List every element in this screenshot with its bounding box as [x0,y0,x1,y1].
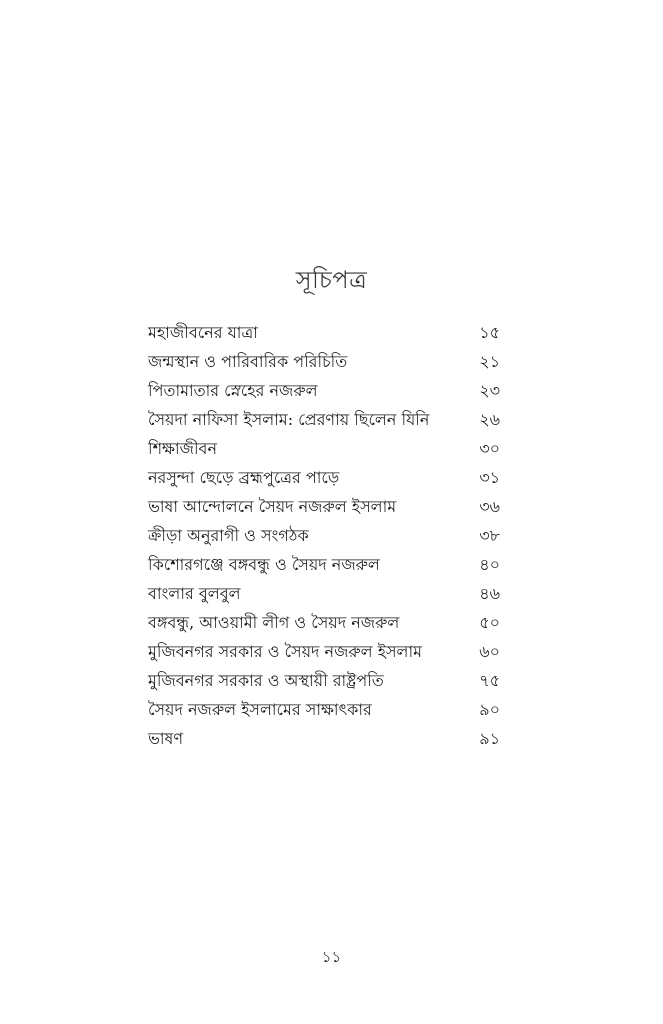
toc-entry-title: কিশোরগঞ্জে বঙ্গবন্ধু ও সৈয়দ নজরুল [148,555,380,574]
toc-entry [148,318,500,347]
toc-entry [148,376,500,405]
toc-entry-title: মহাজীবনের যাত্রা [148,323,258,342]
toc-entry-page: ৩০ [479,439,500,458]
toc-entry-title: সৈয়দ নজরুল ইসলামের সাক্ষাৎকার [148,700,372,719]
toc-entry-page: ৭৫ [479,671,500,690]
toc-entry [148,521,500,550]
toc-entry-page: ৩৮ [479,526,500,545]
toc-entry-title: জন্মস্থান ও পারিবারিক পরিচিতি [148,352,348,371]
toc-entry [148,405,500,434]
toc-entry-title: বঙ্গবন্ধু, আওয়ামী লীগ ও সৈয়দ নজরুল [148,613,400,632]
toc-entry-page: ১৫ [479,323,500,342]
toc-entry [148,608,500,637]
toc-entry [148,347,500,376]
toc-entry [148,695,500,724]
toc-entry [148,637,500,666]
toc-entry-page: ৩১ [479,468,500,487]
toc-entry [148,666,500,695]
toc-entry-page: ২৬ [479,410,500,429]
toc-entry-page: ২১ [479,352,500,371]
toc-entry [148,434,500,463]
toc-entry-page: ৪০ [479,555,500,574]
toc-entry-title: নরসুন্দা ছেড়ে ব্রহ্মপুত্রের পাড়ে [148,468,340,487]
toc-entry-page: ৩৬ [479,497,500,516]
table-of-contents [148,318,500,753]
toc-entry-title: শিক্ষাজীবন [148,439,217,458]
toc-entry-title: সৈয়দা নাফিসা ইসলাম: প্রেরণায় ছিলেন যিনি [148,410,430,429]
toc-entry [148,550,500,579]
toc-entry-page: ৯০ [479,700,500,719]
toc-entry-title: ক্রীড়া অনুরাগী ও সংগঠক [148,526,309,545]
toc-entry [148,724,500,753]
page-number: ১১ [321,948,342,966]
toc-entry-title: মুজিবনগর সরকার ও অস্থায়ী রাষ্ট্রপতি [148,671,384,690]
toc-entry-page: ৪৬ [479,584,500,603]
toc-entry-title: বাংলার বুলবুল [148,584,241,603]
toc-entry-title: ভাষণ [148,729,184,748]
toc-entry-page: ২৩ [479,381,500,400]
toc-entry [148,492,500,521]
toc-entry [148,579,500,608]
toc-entry [148,463,500,492]
page-title: সূচিপত্র [295,266,368,294]
toc-entry-page: ৫০ [479,613,500,632]
toc-entry-page: ৯১ [479,729,500,748]
toc-entry-page: ৬০ [479,642,500,661]
toc-entry-title: ভাষা আন্দোলনে সৈয়দ নজরুল ইসলাম [148,497,397,516]
toc-entry-title: মুজিবনগর সরকার ও সৈয়দ নজরুল ইসলাম [148,642,423,661]
toc-entry-title: পিতামাতার স্নেহের নজরুল [148,381,318,400]
